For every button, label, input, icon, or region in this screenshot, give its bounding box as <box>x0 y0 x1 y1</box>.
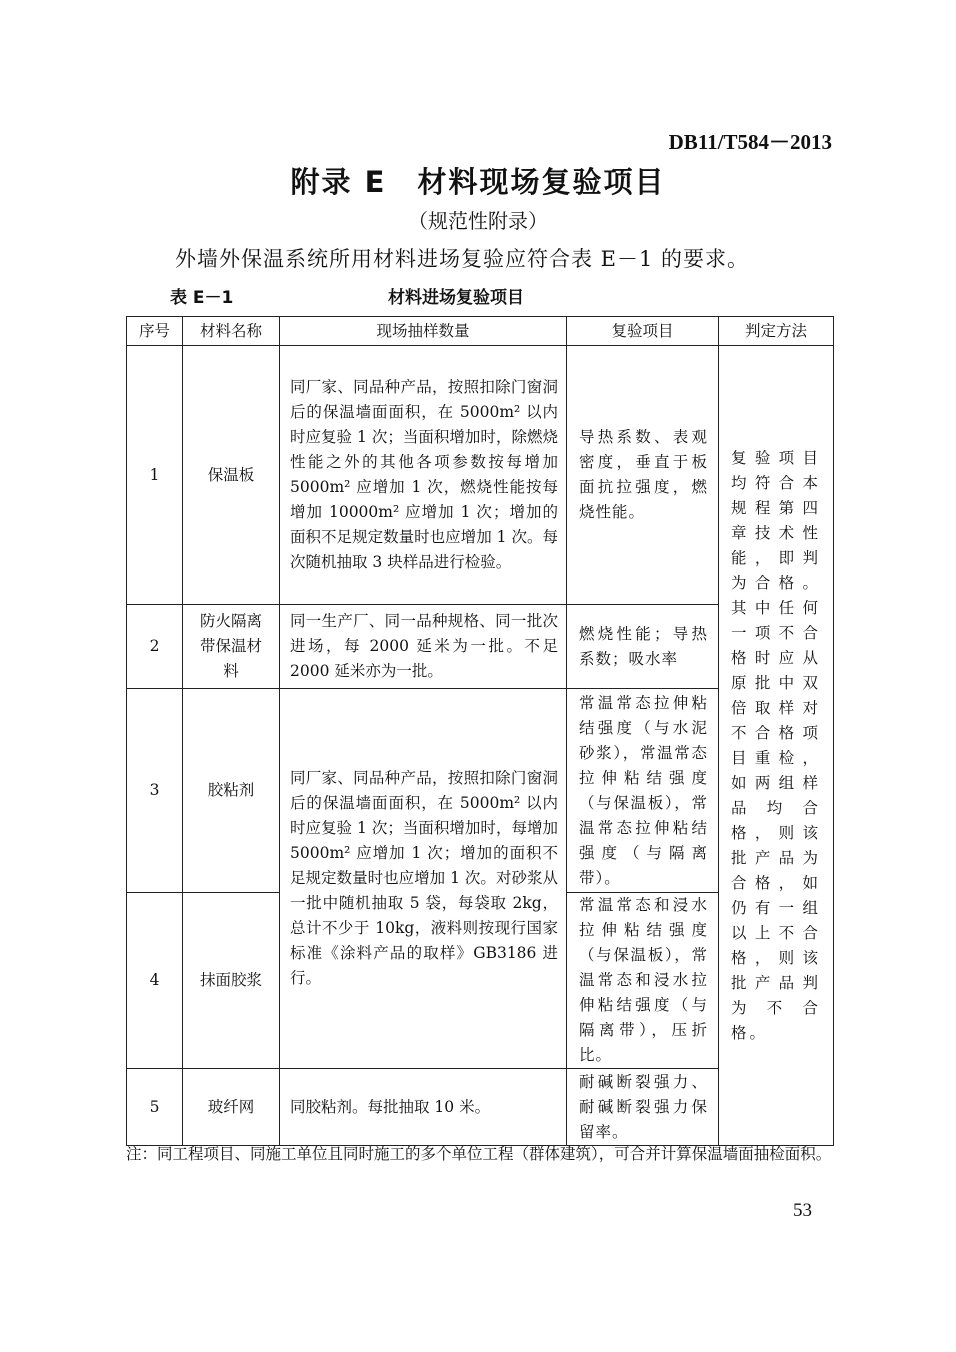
row-items: 导热系数、表观密度，垂直于板面抗拉强度，燃烧性能。 <box>567 346 719 605</box>
table-label: 表 E－1 <box>170 288 234 308</box>
row-material: 抹面胶浆 <box>183 893 280 1069</box>
row-material: 防火隔离带保温材料 <box>183 605 280 689</box>
row-material: 保温板 <box>183 346 280 605</box>
row-sampling-shared: 同厂家、同品种产品，按照扣除门窗洞后的保温墙面面积，在 5000m² 以内时应复验 1 次；当面积增加时，每增加 5000m² 应增加 1 次；增加的面积不足规定数量时也应增加 1 次。对砂浆从一批中随机抽取 5 袋，每袋取 2kg，总计不少于 10kg，液料则按现行国家标准《涂料产品的取样》GB3186 进行。 <box>280 689 567 1069</box>
judgement-method: 复验项目均符合本规程第四章技术性能，即判为合格。其中任何一项不合格时应从原批中双倍取样对不合格项目重检，如两组样品均合格，则该批产品为合格，如仍有一组以上不合格，则该批产品判为不合格。 <box>719 346 834 1146</box>
row-no: 1 <box>127 346 183 605</box>
header-sampling: 现场抽样数量 <box>280 317 567 346</box>
header-material: 材料名称 <box>183 317 280 346</box>
row-sampling: 同胶粘剂。每批抽取 10 米。 <box>280 1069 567 1146</box>
header-items: 复验项目 <box>567 317 719 346</box>
table-title-wrap <box>0 283 956 308</box>
header-judgement: 判定方法 <box>719 317 834 346</box>
row-sampling: 同一生产厂、同一品种规格、同一批次进场，每 2000 延米为一批。不足 2000 延米亦为一批。 <box>280 605 567 689</box>
row-items: 燃烧性能；导热系数；吸水率 <box>567 605 719 689</box>
header-no: 序号 <box>127 317 183 346</box>
table-header-row <box>127 317 834 346</box>
row-items: 常温常态拉伸粘结强度（与水泥砂浆），常温常态拉伸粘结强度（与保温板），常温常态拉伸粘结强度（与隔离带）。 <box>567 689 719 893</box>
row-material: 玻纤网 <box>183 1069 280 1146</box>
row-no: 3 <box>127 689 183 893</box>
row-no: 2 <box>127 605 183 689</box>
row-items: 常温常态和浸水拉伸粘结强度（与保温板），常温常态和浸水拉伸粘结强度（与隔离带），压折比。 <box>567 893 719 1069</box>
table-row <box>127 346 834 605</box>
row-no: 4 <box>127 893 183 1069</box>
material-retest-table <box>126 316 834 1146</box>
document-code: DB11/T584－2013 <box>668 130 832 154</box>
row-sampling: 同厂家、同品种产品，按照扣除门窗洞后的保温墙面面积，在 5000m² 以内时应复验 1 次；当面积增加时，除燃烧性能之外的其他各项参数按每增加 5000m² 应增加 1 次，燃烧性能按每增加 10000m² 应增加 1 次；增加的面积不足规定数量时也应增加 1 次。每次随机抽取 3 块样品进行检验。 <box>280 346 567 605</box>
table-note: 注：同工程项目、同施工单位且同时施工的多个单位工程（群体建筑），可合并计算保温墙面抽检面积。 <box>126 1145 832 1163</box>
page-number: 53 <box>793 1200 812 1221</box>
row-material: 胶粘剂 <box>183 689 280 893</box>
appendix-subtitle: （规范性附录） <box>408 209 548 233</box>
appendix-title: 附录 E 材料现场复验项目 <box>290 165 666 199</box>
table-title: 材料进场复验项目 <box>388 288 524 308</box>
row-no: 5 <box>127 1069 183 1146</box>
intro-paragraph: 外墙外保温系统所用材料进场复验应符合表 E－1 的要求。 <box>175 247 750 271</box>
row-items: 耐碱断裂强力、耐碱断裂强力保留率。 <box>567 1069 719 1146</box>
